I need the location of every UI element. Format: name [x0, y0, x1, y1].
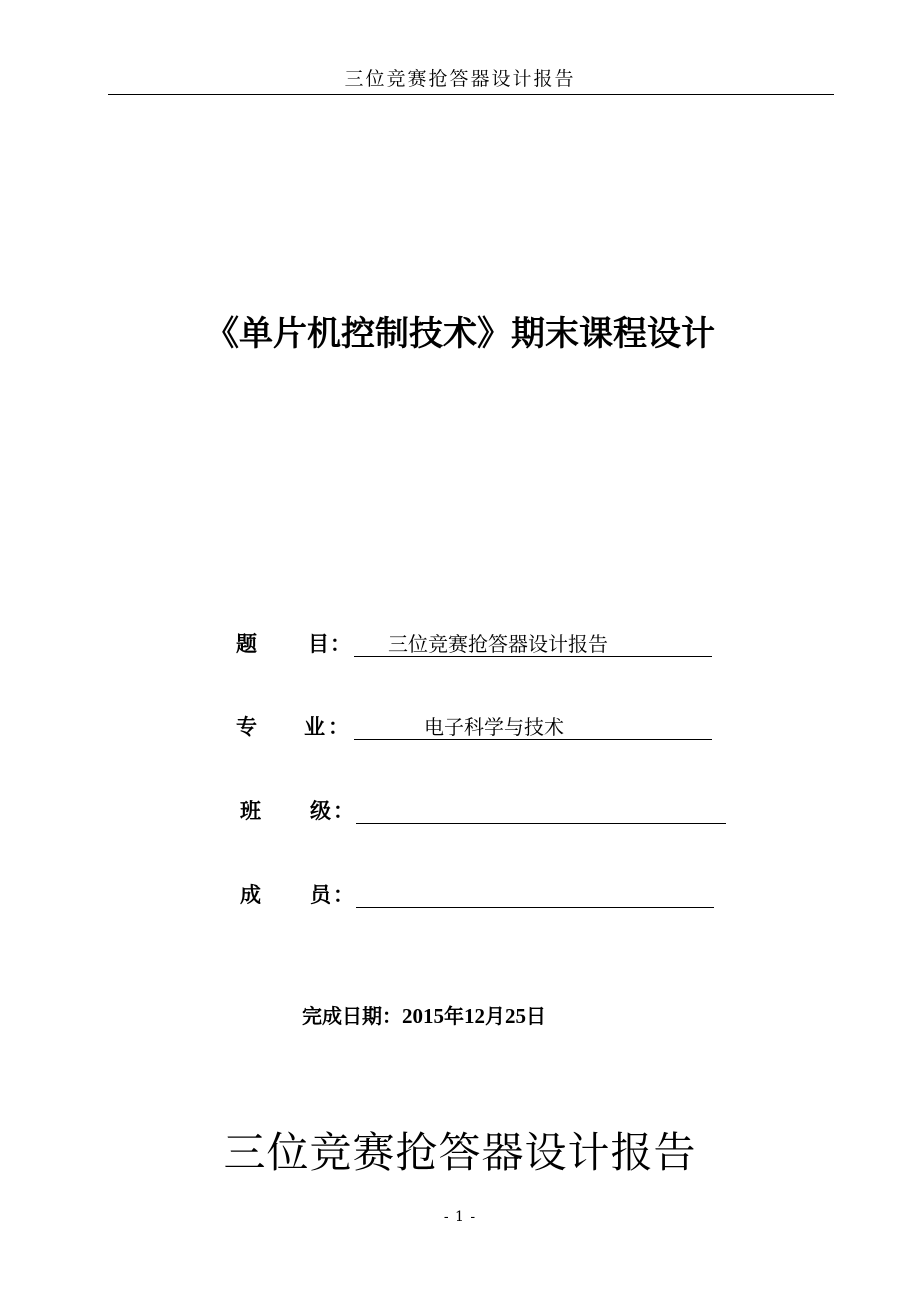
field-class-label-b: 级 [310, 799, 331, 823]
completion-month-unit: 月 [485, 1004, 505, 1028]
field-major [0, 711, 920, 745]
field-major-label-b: 业 [304, 715, 325, 739]
field-title-label-a: 题 [236, 632, 257, 656]
field-title-label-b: 目 [308, 632, 329, 656]
completion-label: 完成日期： [302, 1004, 402, 1028]
field-class-label-a: 班 [240, 799, 261, 823]
running-header: 三位竞赛抢答器设计报告 [344, 68, 576, 90]
completion-year: 2015 [402, 1004, 444, 1028]
completion-month: 12 [464, 1004, 485, 1028]
field-title [0, 628, 920, 662]
field-major-value: 电子科学与技术 [424, 715, 564, 739]
report-title: 三位竞赛抢答器设计报告 [223, 1128, 697, 1177]
field-members-label-b: 员 [310, 883, 331, 907]
field-class [0, 795, 920, 829]
field-title-colon: ： [330, 632, 351, 656]
field-members-colon: ： [333, 883, 354, 907]
field-members-label-a: 成 [240, 883, 261, 907]
field-major-label-a: 专 [236, 715, 257, 739]
completion-year-unit: 年 [444, 1004, 464, 1028]
page-number: - 1 - [443, 1209, 477, 1225]
field-class-colon: ： [333, 799, 354, 823]
field-members [0, 879, 920, 913]
field-class-underline [356, 823, 726, 824]
header-rule [108, 94, 834, 95]
field-members-underline [356, 907, 714, 908]
course-title: 《单片机控制技术》期末课程设计 [205, 314, 715, 354]
completion-day-unit: 日 [526, 1004, 546, 1028]
completion-day: 25 [505, 1004, 526, 1028]
field-title-value: 三位竞赛抢答器设计报告 [388, 632, 608, 656]
completion-date [302, 1000, 546, 1029]
field-major-colon: ： [328, 715, 349, 739]
